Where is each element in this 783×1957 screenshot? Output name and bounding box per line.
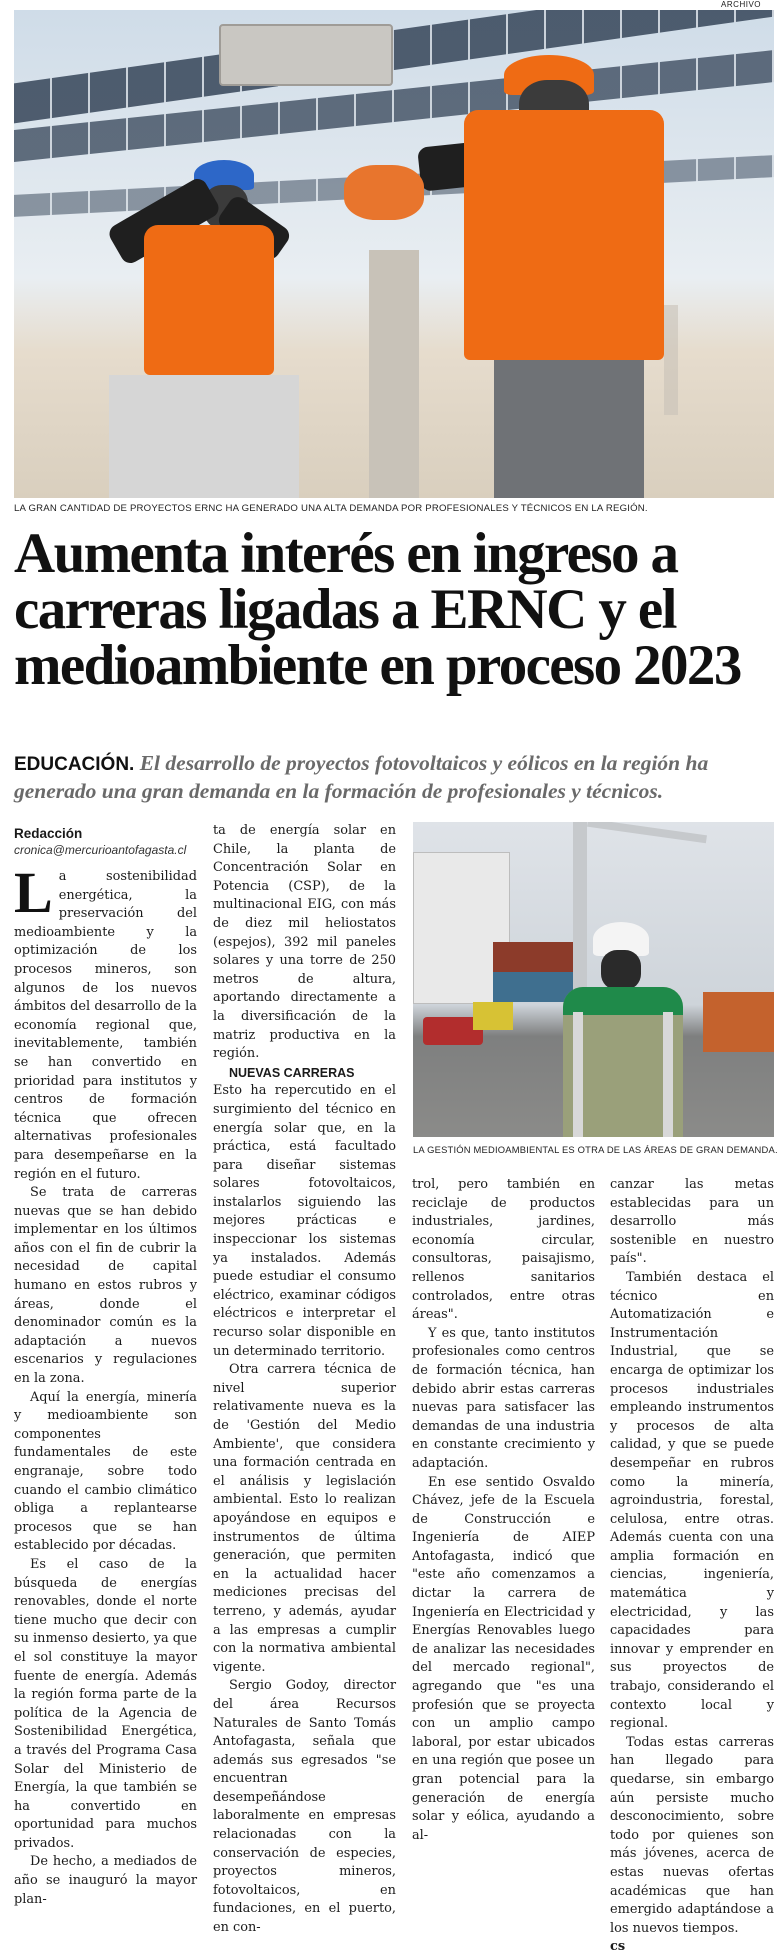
paragraph: trol, pero también en reciclaje de productos industriales, jardines, economía circular, consultoras, paisajismo, rellenos sanitarios controlados, entre otras áreas". bbox=[412, 1177, 595, 1323]
headline-line: Aumenta interés en ingreso a bbox=[14, 522, 678, 585]
solar-workers-photo bbox=[14, 10, 774, 498]
mid-photo-caption: LA GESTIÓN MEDIOAMBIENTAL ES OTRA DE LAS ÁREAS DE GRAN DEMANDA. bbox=[413, 1144, 778, 1155]
column-4 bbox=[610, 1176, 774, 1957]
paragraph: En ese sentido Osvaldo Chávez, jefe de la Escuela de Construcción e Ingeniería de AIEP Antofagasta, indicó que "este año comenzamos a dictar la carrera de Ingeniería en Electricidad y Energías Renovables luego de analizar las necesidades del mercado regional", agregando que "es una profesión que se proyecta con un amplio campo laboral, por estar ubicados en una región que posee un gran potencial para la generación de energía solar y eólica, ayudando a al- bbox=[412, 1474, 595, 1843]
port-worker-photo bbox=[413, 822, 774, 1137]
paragraph: De hecho, a mediados de año se inauguró la mayor plan- bbox=[14, 1854, 197, 1907]
headline-line: medioambiente en proceso 2023 bbox=[14, 634, 741, 697]
paragraph: Es el caso de la búsqueda de energías renovables, donde el norte tiene mucho que decir con su inmenso desierto, ya que el sol constituye la mayor fuente de energía. Además la región forma parte de la política de la Agencia de Sostenibilidad Energética, a través del Programa Casa Solar del Ministerio de Energía, la que también se ha convertido en oportunidad para muchos privados. bbox=[14, 1556, 197, 1851]
paragraph: Se trata de carreras nuevas que se han debido implementar en los últimos años con el fin de cubrir la necesidad de capital humano en estos rubros y áreas, donde el denominador común es la adaptación a nuevos escenarios y regulaciones en la zona. bbox=[14, 1185, 197, 1387]
paragraph: La sostenibilidad energética, la preservación del medioambiente y la optimización de los procesos mineros, son algunos de los nuevos ámbitos del desarrollo de la economía regional que, inevitablemente, también se han convertido en prioridad para institutos y centros de formación técnica que ofrecen alternativas profesionales para desempeñarse en la región en el futuro. bbox=[14, 860, 197, 1182]
byline-email[interactable]: cronica@mercurioantofagasta.cl bbox=[14, 843, 187, 857]
byline-name: Redacción bbox=[14, 826, 83, 841]
paragraph: Esto ha repercutido en el surgimiento del técnico en energía solar que, en la práctica, está facultado para diseñar sistemas solares fotovoltaicos, instalarlos siguiendo las mejores prácticas e inspeccionar los sistemas ya instalados. Además puede estudiar el consumo eléctrico, examinar códigos eléctricos e interpretar el recurso solar disponible en un determinado territorio. bbox=[213, 1083, 396, 1359]
column-3 bbox=[412, 1176, 595, 1845]
section-kicker: EDUCACIÓN. bbox=[14, 754, 135, 775]
byline bbox=[14, 826, 186, 857]
deck-text: El desarrollo de proyectos fotovoltaicos y eólicos en la región ha generado una gran demanda en la formación de profesionales y técnicos. bbox=[14, 751, 709, 803]
photo-credit: ARCHIVO bbox=[721, 0, 761, 9]
paragraph: Aquí la energía, minería y medioambiente son componentes fundamentales de este engranaje, sobre todo cuando el cambio climático obliga a replantearse procesos que se han establecido por décadas. bbox=[14, 1389, 197, 1554]
headline bbox=[14, 522, 774, 697]
column-2 bbox=[213, 822, 396, 1938]
paragraph: Sergio Godoy, director del área Recursos Naturales de Santo Tomás Antofagasta, señala que además sus egresados "se encuentran desempeñándose laboralmente en empresas relacionadas con la conservación de especies, proyectos mineros, fotovoltaicos, en fundaciones, en el puerto, en con- bbox=[213, 1678, 396, 1936]
paragraph: Todas estas carreras han llegado para quedarse, sin embargo aún persiste mucho desconocimiento, sobre todo por quienes son más jóvenes, acerca de estas nuevas ofertas académicas que han emergido adaptándose a los nuevos tiempos. bbox=[610, 1734, 774, 1936]
paragraph: También destaca el técnico en Automatización e Instrumentación Industrial, que se encarga de optimizar los procesos industriales empleando instrumentos y procesos de alta calidad, y que se puede desempeñar en rubros como la minería, agroindustria, forestal, celulosa, entre otras. Además cuenta con una amplia formación en ciencias, ingeniería, matemática y electricidad, y las capacidades para innovar y emprender en sus proyectos de trabajo, considerando el contexto local y regional. bbox=[610, 1269, 774, 1732]
column-1 bbox=[14, 860, 197, 1909]
paragraph: ta de energía solar en Chile, la planta de Concentración Solar en Potencia (CSP), de la multinacional EIG, con más de diez mil heliostatos (espejos), 392 mil paneles solares y una torre de 250 metros de altura, aportando directamente a la diversificación de la matriz productiva en la región. bbox=[213, 823, 396, 1062]
paragraph: Otra carrera técnica de nivel superior relativamente nueva es la de 'Gestión del Medio Ambiente', que considera una formación centrada en el análisis y legislación ambiental. Esto lo realizan apoyándose en equipos e instrumentos de última generación, que permiten en la actualidad hacer mediciones precisas del terreno, y además, ayudar a las empresas a cumplir con la normativa ambiental vigente. bbox=[213, 1362, 396, 1675]
headline-line: carreras ligadas a ERNC y el bbox=[14, 578, 676, 641]
paragraph: canzar las metas establecidas para un desarrollo más sostenible en nuestro país". bbox=[610, 1177, 774, 1267]
end-mark: cs bbox=[610, 1939, 626, 1955]
deck bbox=[14, 750, 774, 805]
subhead-nuevas-carreras: NUEVAS CARRERAS bbox=[229, 1065, 355, 1080]
top-photo-caption: LA GRAN CANTIDAD DE PROYECTOS ERNC HA GENERADO UNA ALTA DEMANDA POR PROFESIONALES Y TÉCNICOS EN LA REGIÓN. bbox=[14, 503, 648, 514]
paragraph: Y es que, tanto institutos profesionales como centros de formación técnica, han debido abrir estas carreras nuevas para satisfacer las demandas de una industria en constante crecimiento y adaptación. bbox=[412, 1325, 595, 1471]
